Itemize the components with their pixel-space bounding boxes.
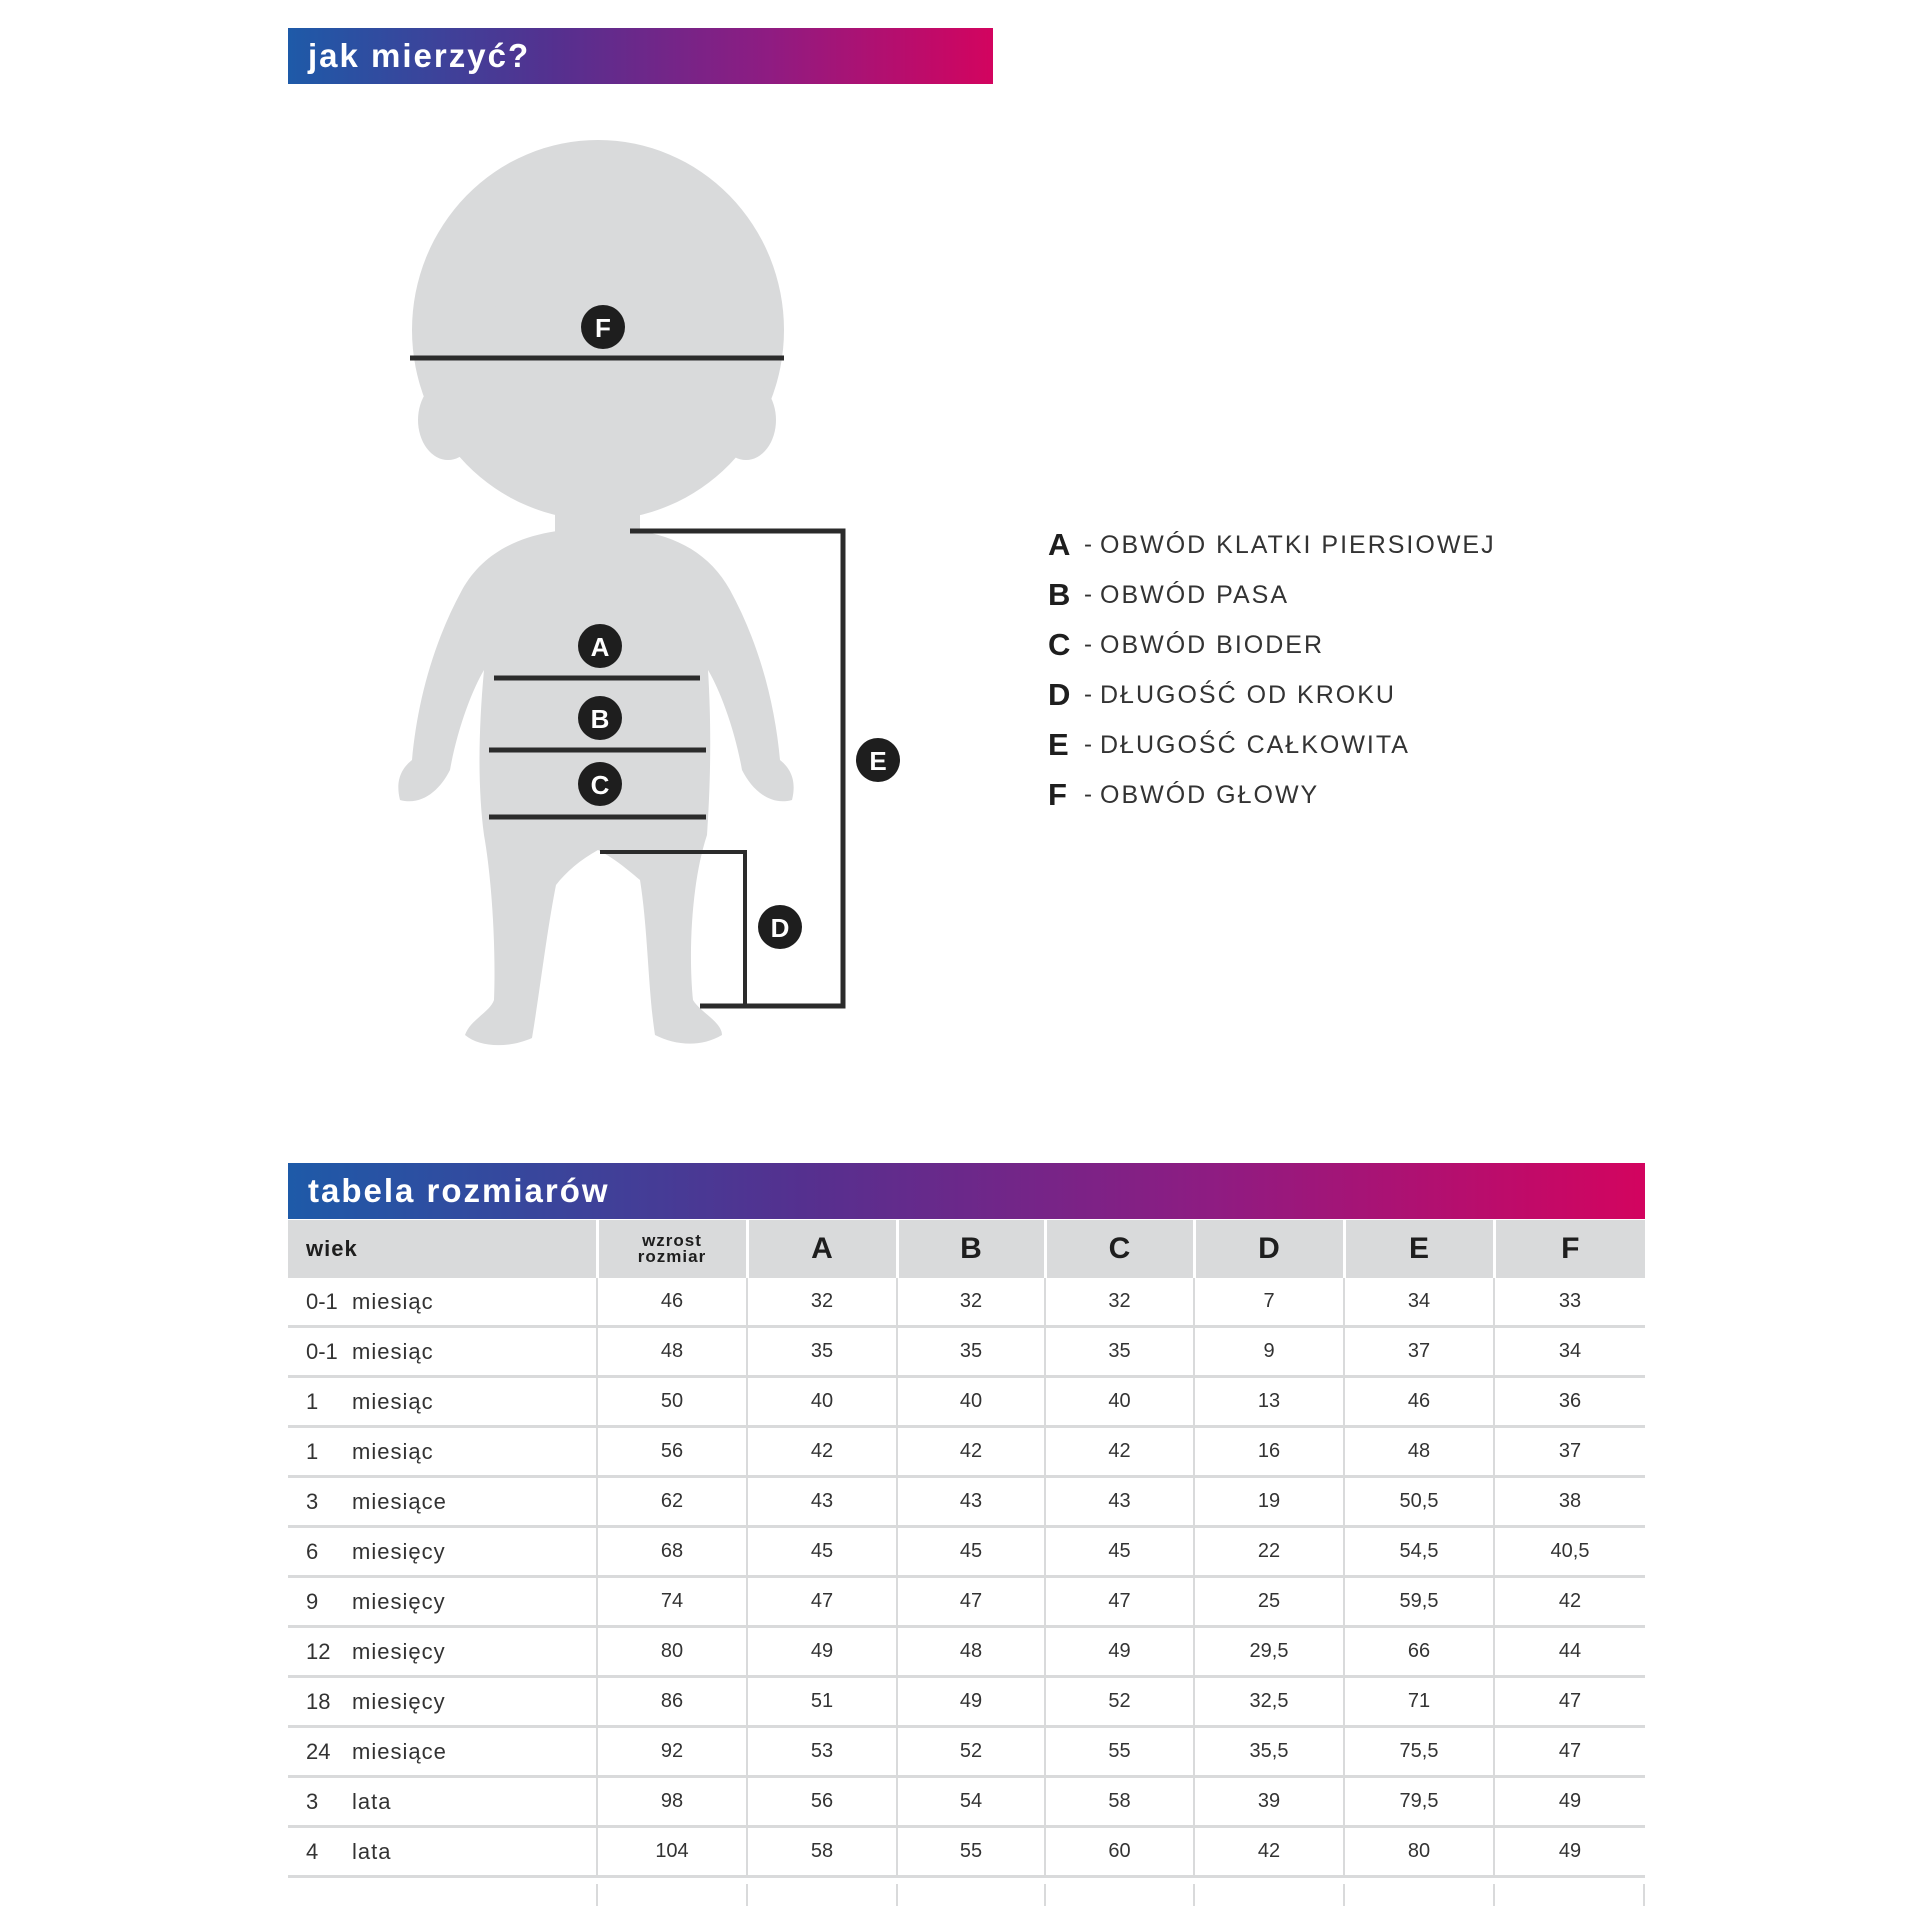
cell-b: 49 bbox=[897, 1677, 1045, 1727]
cell-b: 45 bbox=[897, 1527, 1045, 1577]
age-unit: lata bbox=[352, 1788, 392, 1814]
marker-f-label: F bbox=[595, 313, 611, 343]
measurement-legend bbox=[1048, 520, 1496, 820]
cell-d: 32,5 bbox=[1194, 1677, 1344, 1727]
age-unit: miesiąc bbox=[352, 1338, 434, 1364]
marker-c-label: C bbox=[590, 770, 610, 800]
table-row bbox=[288, 1777, 1645, 1827]
cell-height: 68 bbox=[597, 1527, 747, 1577]
header-col-c: C bbox=[1045, 1220, 1194, 1278]
legend-item-a bbox=[1048, 520, 1496, 570]
legend-text: OBWÓD PASA bbox=[1100, 580, 1290, 609]
cell-a: 32 bbox=[747, 1278, 897, 1327]
cell-b: 42 bbox=[897, 1427, 1045, 1477]
cell-a: 49 bbox=[747, 1627, 897, 1677]
cell-f: 36 bbox=[1494, 1377, 1645, 1427]
marker-c bbox=[578, 762, 622, 806]
cell-c: 45 bbox=[1045, 1527, 1194, 1577]
cell-height: 80 bbox=[597, 1627, 747, 1677]
cell-a: 45 bbox=[747, 1527, 897, 1577]
cell-f: 40,5 bbox=[1494, 1527, 1645, 1577]
cell-a: 53 bbox=[747, 1727, 897, 1777]
cell-height: 74 bbox=[597, 1577, 747, 1627]
cell-a: 35 bbox=[747, 1327, 897, 1377]
cell-b: 54 bbox=[897, 1777, 1045, 1827]
age-number: 1 bbox=[306, 1438, 319, 1464]
marker-b-label: B bbox=[590, 704, 610, 734]
marker-f bbox=[581, 305, 625, 349]
cell-f: 49 bbox=[1494, 1777, 1645, 1827]
header-col-d: D bbox=[1194, 1220, 1344, 1278]
size-table-title-banner bbox=[288, 1163, 1645, 1219]
cell-d: 22 bbox=[1194, 1527, 1344, 1577]
cell-height: 86 bbox=[597, 1677, 747, 1727]
cell-e: 46 bbox=[1344, 1377, 1494, 1427]
legend-item-d bbox=[1048, 670, 1496, 720]
table-row bbox=[288, 1278, 1645, 1327]
cell-d: 16 bbox=[1194, 1427, 1344, 1477]
legend-separator: - bbox=[1084, 531, 1092, 558]
cell-c: 55 bbox=[1045, 1727, 1194, 1777]
cell-f: 47 bbox=[1494, 1677, 1645, 1727]
legend-letter: E bbox=[1048, 727, 1069, 762]
header-height-line1: wzrost bbox=[642, 1231, 702, 1250]
cell-c: 42 bbox=[1045, 1427, 1194, 1477]
table-header-row bbox=[288, 1220, 1645, 1278]
cell-a: 51 bbox=[747, 1677, 897, 1727]
age-number: 1 bbox=[306, 1388, 319, 1414]
cell-height: 104 bbox=[597, 1827, 747, 1877]
table-row bbox=[288, 1327, 1645, 1377]
cell-a: 42 bbox=[747, 1427, 897, 1477]
marker-a bbox=[578, 624, 622, 668]
cell-c: 43 bbox=[1045, 1477, 1194, 1527]
legend-separator: - bbox=[1084, 781, 1092, 808]
marker-b bbox=[578, 696, 622, 740]
cell-height: 48 bbox=[597, 1327, 747, 1377]
table-bottom-stubs bbox=[288, 1884, 1645, 1906]
cell-height: 62 bbox=[597, 1477, 747, 1527]
table-row bbox=[288, 1577, 1645, 1627]
cell-b: 32 bbox=[897, 1278, 1045, 1327]
age-number: 24 bbox=[306, 1738, 331, 1764]
cell-e: 71 bbox=[1344, 1677, 1494, 1727]
legend-text: DŁUGOŚĆ CAŁKOWITA bbox=[1100, 730, 1410, 759]
table-row bbox=[288, 1677, 1645, 1727]
cell-e: 34 bbox=[1344, 1278, 1494, 1327]
cell-f: 38 bbox=[1494, 1477, 1645, 1527]
cell-d: 19 bbox=[1194, 1477, 1344, 1527]
cell-age bbox=[288, 1627, 597, 1677]
header-col-f: F bbox=[1494, 1220, 1645, 1278]
cell-a: 47 bbox=[747, 1577, 897, 1627]
cell-age bbox=[288, 1377, 597, 1427]
cell-c: 47 bbox=[1045, 1577, 1194, 1627]
table-row bbox=[288, 1477, 1645, 1527]
cell-c: 40 bbox=[1045, 1377, 1194, 1427]
table-row bbox=[288, 1377, 1645, 1427]
header-height-line2: rozmiar bbox=[637, 1247, 707, 1266]
cell-height: 92 bbox=[597, 1727, 747, 1777]
marker-e-label: E bbox=[869, 746, 887, 776]
table-row bbox=[288, 1727, 1645, 1777]
age-number: 9 bbox=[306, 1588, 319, 1614]
cell-age bbox=[288, 1577, 597, 1627]
age-unit: miesiące bbox=[352, 1738, 447, 1764]
cell-a: 40 bbox=[747, 1377, 897, 1427]
cell-c: 58 bbox=[1045, 1777, 1194, 1827]
legend-letter: F bbox=[1048, 777, 1067, 812]
measure-title: jak mierzyć? bbox=[308, 37, 531, 74]
cell-c: 35 bbox=[1045, 1327, 1194, 1377]
cell-age bbox=[288, 1677, 597, 1727]
age-unit: lata bbox=[352, 1838, 392, 1864]
cell-b: 55 bbox=[897, 1827, 1045, 1877]
cell-c: 52 bbox=[1045, 1677, 1194, 1727]
cell-a: 58 bbox=[747, 1827, 897, 1877]
cell-d: 13 bbox=[1194, 1377, 1344, 1427]
legend-text: OBWÓD BIODER bbox=[1100, 630, 1325, 659]
age-number: 3 bbox=[306, 1788, 319, 1814]
legend-letter: D bbox=[1048, 677, 1071, 712]
age-unit: miesiąc bbox=[352, 1388, 434, 1414]
age-number: 6 bbox=[306, 1538, 319, 1564]
marker-a-label: A bbox=[590, 632, 610, 662]
legend-item-e bbox=[1048, 720, 1496, 770]
legend-text: DŁUGOŚĆ OD KROKU bbox=[1100, 680, 1396, 709]
age-unit: miesiąc bbox=[352, 1288, 434, 1314]
legend-item-c bbox=[1048, 620, 1496, 670]
marker-e bbox=[856, 738, 900, 782]
age-unit: miesięcy bbox=[352, 1638, 446, 1664]
legend-separator: - bbox=[1084, 731, 1092, 758]
legend-separator: - bbox=[1084, 681, 1092, 708]
table-row bbox=[288, 1427, 1645, 1477]
cell-e: 50,5 bbox=[1344, 1477, 1494, 1527]
cell-f: 44 bbox=[1494, 1627, 1645, 1677]
cell-a: 56 bbox=[747, 1777, 897, 1827]
size-table bbox=[288, 1220, 1645, 1878]
cell-b: 43 bbox=[897, 1477, 1045, 1527]
cell-b: 40 bbox=[897, 1377, 1045, 1427]
cell-d: 29,5 bbox=[1194, 1627, 1344, 1677]
cell-age bbox=[288, 1777, 597, 1827]
cell-f: 42 bbox=[1494, 1577, 1645, 1627]
cell-e: 48 bbox=[1344, 1427, 1494, 1477]
marker-d bbox=[758, 905, 802, 949]
baby-silhouette bbox=[398, 140, 793, 1045]
cell-b: 48 bbox=[897, 1627, 1045, 1677]
cell-e: 80 bbox=[1344, 1827, 1494, 1877]
cell-c: 49 bbox=[1045, 1627, 1194, 1677]
cell-f: 33 bbox=[1494, 1278, 1645, 1327]
age-unit: miesięcy bbox=[352, 1538, 446, 1564]
cell-d: 42 bbox=[1194, 1827, 1344, 1877]
legend-text: OBWÓD GŁOWY bbox=[1100, 780, 1320, 809]
cell-d: 9 bbox=[1194, 1327, 1344, 1377]
cell-age bbox=[288, 1727, 597, 1777]
cell-f: 37 bbox=[1494, 1427, 1645, 1477]
cell-height: 50 bbox=[597, 1377, 747, 1427]
legend-separator: - bbox=[1084, 581, 1092, 608]
cell-e: 37 bbox=[1344, 1327, 1494, 1377]
cell-f: 34 bbox=[1494, 1327, 1645, 1377]
table-body bbox=[288, 1278, 1645, 1877]
age-unit: miesięcy bbox=[352, 1688, 446, 1714]
table-row bbox=[288, 1627, 1645, 1677]
header-height bbox=[597, 1220, 747, 1278]
cell-a: 43 bbox=[747, 1477, 897, 1527]
cell-age bbox=[288, 1527, 597, 1577]
age-number: 18 bbox=[306, 1688, 331, 1714]
cell-height: 56 bbox=[597, 1427, 747, 1477]
legend-item-f bbox=[1048, 770, 1496, 820]
cell-c: 60 bbox=[1045, 1827, 1194, 1877]
cell-b: 47 bbox=[897, 1577, 1045, 1627]
cell-b: 52 bbox=[897, 1727, 1045, 1777]
header-col-a: A bbox=[747, 1220, 897, 1278]
cell-age bbox=[288, 1827, 597, 1877]
cell-age bbox=[288, 1327, 597, 1377]
age-unit: miesiąc bbox=[352, 1438, 434, 1464]
age-number: 4 bbox=[306, 1838, 319, 1864]
size-table-title: tabela rozmiarów bbox=[308, 1172, 610, 1209]
header-col-e: E bbox=[1344, 1220, 1494, 1278]
cell-c: 32 bbox=[1045, 1278, 1194, 1327]
age-unit: miesięcy bbox=[352, 1588, 446, 1614]
legend-letter: A bbox=[1048, 527, 1071, 562]
cell-e: 79,5 bbox=[1344, 1777, 1494, 1827]
cell-height: 98 bbox=[597, 1777, 747, 1827]
cell-f: 49 bbox=[1494, 1827, 1645, 1877]
cell-age bbox=[288, 1278, 597, 1327]
cell-e: 59,5 bbox=[1344, 1577, 1494, 1627]
age-number: 12 bbox=[306, 1638, 331, 1664]
marker-d-label: D bbox=[770, 913, 790, 943]
cell-e: 54,5 bbox=[1344, 1527, 1494, 1577]
header-age: wiek bbox=[288, 1220, 597, 1278]
legend-separator: - bbox=[1084, 631, 1092, 658]
legend-letter: B bbox=[1048, 577, 1071, 612]
age-number: 0-1 bbox=[306, 1288, 338, 1314]
legend-letter: C bbox=[1048, 627, 1071, 662]
table-row bbox=[288, 1827, 1645, 1877]
cell-e: 66 bbox=[1344, 1627, 1494, 1677]
cell-age bbox=[288, 1427, 597, 1477]
cell-height: 46 bbox=[597, 1278, 747, 1327]
age-number: 0-1 bbox=[306, 1338, 338, 1364]
cell-age bbox=[288, 1477, 597, 1527]
cell-d: 25 bbox=[1194, 1577, 1344, 1627]
table-row bbox=[288, 1527, 1645, 1577]
legend-text: OBWÓD KLATKI PIERSIOWEJ bbox=[1100, 530, 1496, 559]
cell-d: 35,5 bbox=[1194, 1727, 1344, 1777]
cell-b: 35 bbox=[897, 1327, 1045, 1377]
cell-d: 39 bbox=[1194, 1777, 1344, 1827]
cell-d: 7 bbox=[1194, 1278, 1344, 1327]
age-number: 3 bbox=[306, 1488, 319, 1514]
header-col-b: B bbox=[897, 1220, 1045, 1278]
age-unit: miesiące bbox=[352, 1488, 447, 1514]
cell-f: 47 bbox=[1494, 1727, 1645, 1777]
cell-e: 75,5 bbox=[1344, 1727, 1494, 1777]
legend-item-b bbox=[1048, 570, 1496, 620]
